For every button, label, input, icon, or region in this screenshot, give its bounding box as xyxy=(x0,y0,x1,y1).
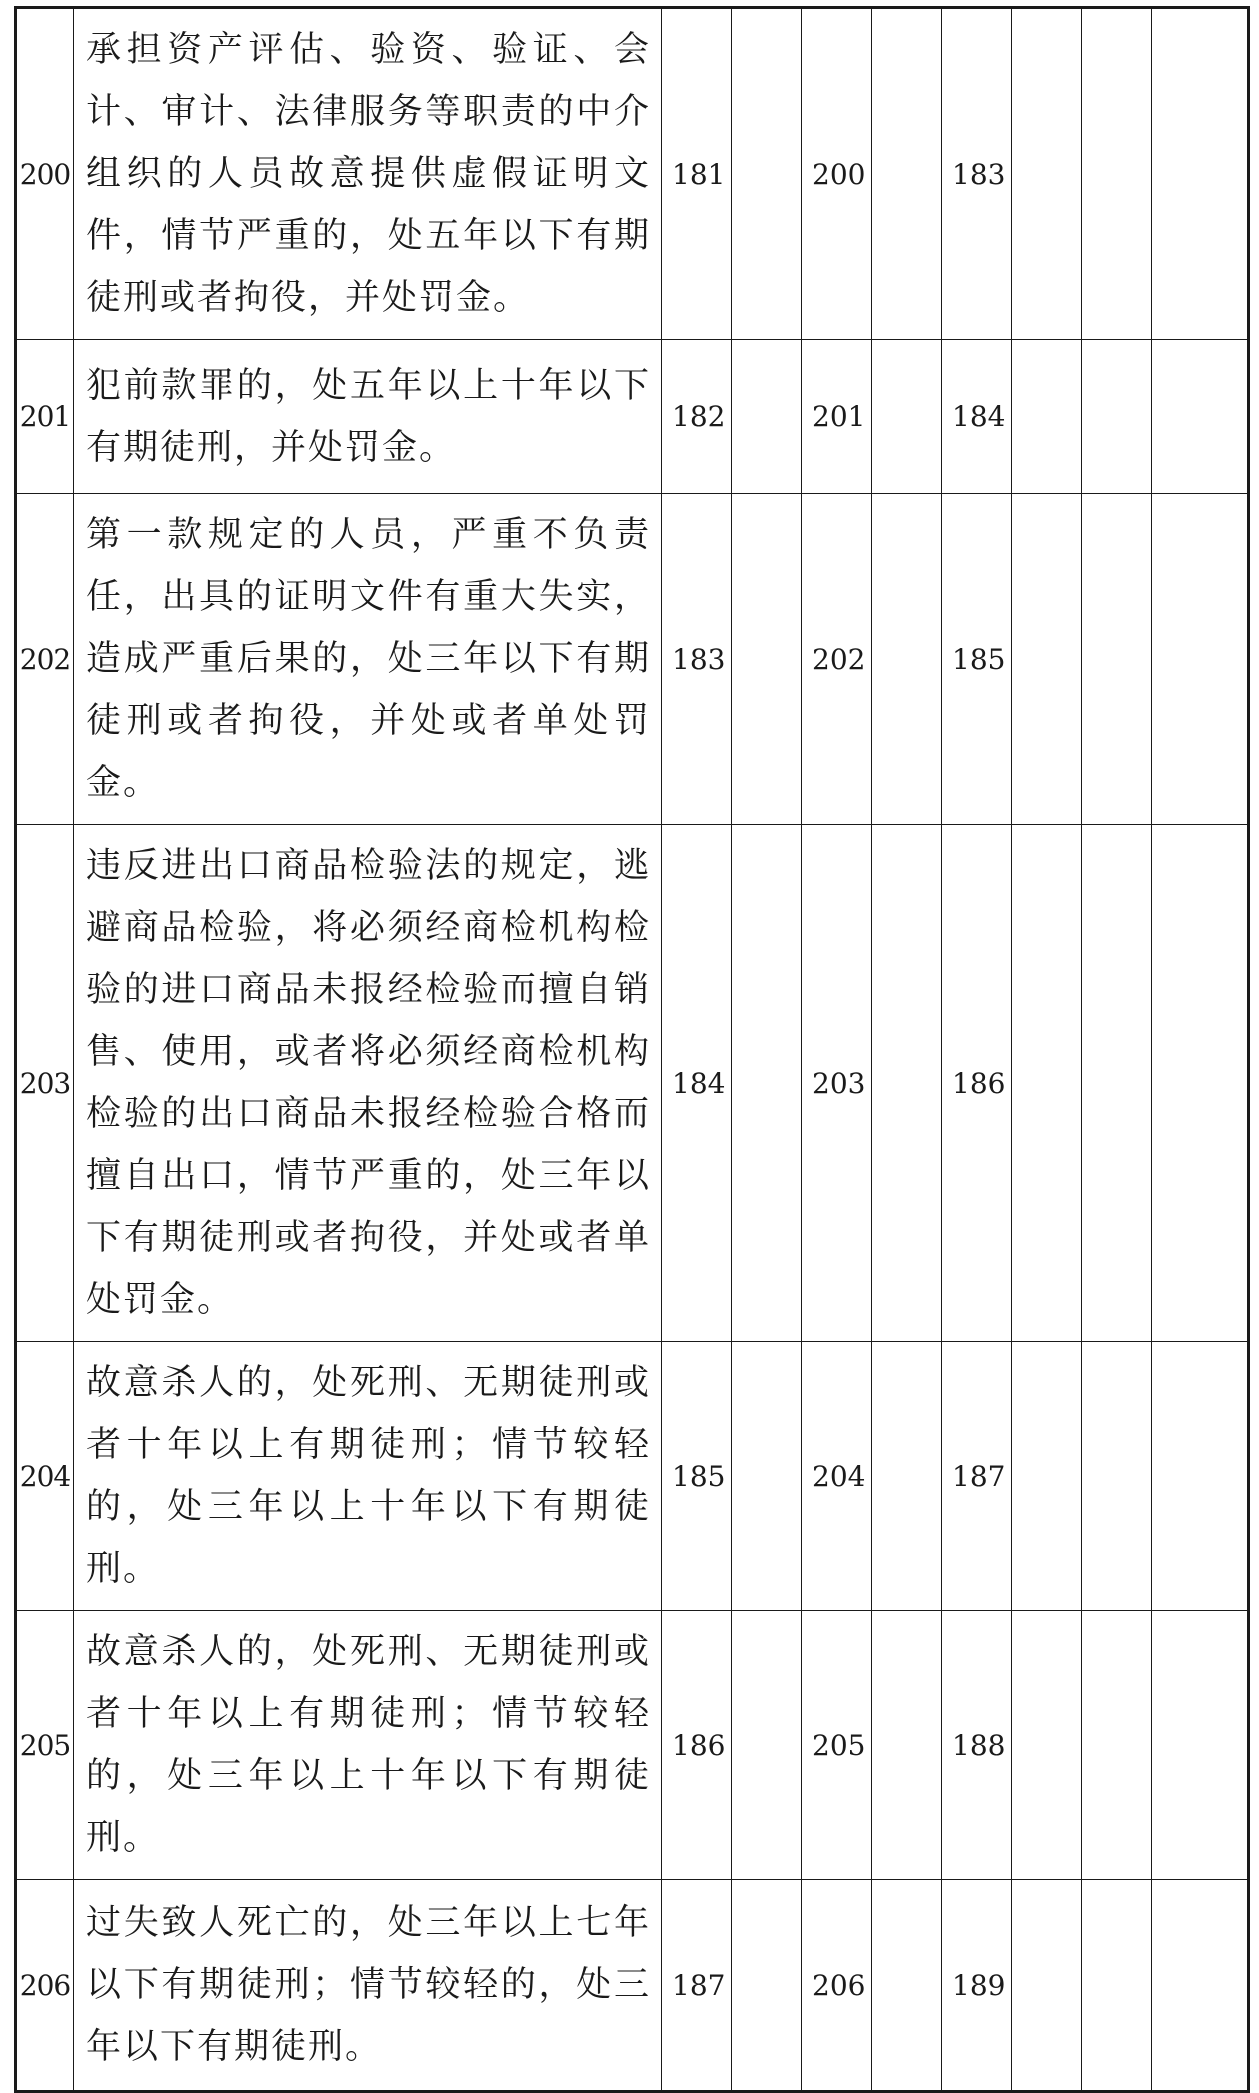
article-number: 204 xyxy=(16,1342,74,1611)
ref-cell-4 xyxy=(872,1342,942,1611)
ref-cell-2 xyxy=(732,825,802,1342)
ref-cell-2 xyxy=(732,340,802,494)
article-text: 承担资产评估、验资、验证、会计、审计、法律服务等职责的中介组织的人员故意提供虚假证明文件，情节严重的，处五年以下有期徒刑或者拘役，并处罚金。 xyxy=(74,8,662,340)
table-row xyxy=(16,825,1249,1342)
article-number: 206 xyxy=(16,1880,74,2092)
ref-cell-4 xyxy=(872,1611,942,1880)
article-number: 202 xyxy=(16,494,74,825)
ref-cell-6 xyxy=(1012,825,1082,1342)
ref-cell-5: 189 xyxy=(942,1880,1012,2092)
ref-cell-3: 201 xyxy=(802,340,872,494)
ref-cell-4 xyxy=(872,8,942,340)
ref-cell-8 xyxy=(1152,1611,1249,1880)
ref-cell-7 xyxy=(1082,825,1152,1342)
ref-cell-5: 184 xyxy=(942,340,1012,494)
ref-cell-4 xyxy=(872,1880,942,2092)
ref-cell-8 xyxy=(1152,825,1249,1342)
ref-cell-1: 183 xyxy=(662,494,732,825)
ref-cell-2 xyxy=(732,494,802,825)
ref-cell-2 xyxy=(732,8,802,340)
article-text: 故意杀人的，处死刑、无期徒刑或者十年以上有期徒刑；情节较轻的，处三年以上十年以下有期徒刑。 xyxy=(74,1611,662,1880)
article-number: 201 xyxy=(16,340,74,494)
table-row xyxy=(16,1880,1249,2092)
ref-cell-1: 187 xyxy=(662,1880,732,2092)
ref-cell-7 xyxy=(1082,1342,1152,1611)
ref-cell-8 xyxy=(1152,340,1249,494)
ref-cell-3: 205 xyxy=(802,1611,872,1880)
ref-cell-3: 206 xyxy=(802,1880,872,2092)
article-text: 过失致人死亡的，处三年以上七年以下有期徒刑；情节较轻的，处三年以下有期徒刑。 xyxy=(74,1880,662,2092)
ref-cell-6 xyxy=(1012,494,1082,825)
ref-cell-5: 183 xyxy=(942,8,1012,340)
ref-cell-5: 185 xyxy=(942,494,1012,825)
ref-cell-1: 181 xyxy=(662,8,732,340)
ref-cell-3: 203 xyxy=(802,825,872,1342)
ref-cell-7 xyxy=(1082,340,1152,494)
ref-cell-3: 204 xyxy=(802,1342,872,1611)
ref-cell-8 xyxy=(1152,1880,1249,2092)
ref-cell-7 xyxy=(1082,494,1152,825)
ref-cell-7 xyxy=(1082,1880,1152,2092)
ref-cell-1: 182 xyxy=(662,340,732,494)
ref-cell-6 xyxy=(1012,340,1082,494)
table-body xyxy=(16,8,1249,2092)
article-table xyxy=(14,6,1250,2093)
ref-cell-5: 188 xyxy=(942,1611,1012,1880)
ref-cell-4 xyxy=(872,825,942,1342)
ref-cell-8 xyxy=(1152,494,1249,825)
table-row xyxy=(16,340,1249,494)
ref-cell-2 xyxy=(732,1611,802,1880)
ref-cell-1: 185 xyxy=(662,1342,732,1611)
ref-cell-3: 202 xyxy=(802,494,872,825)
ref-cell-6 xyxy=(1012,1342,1082,1611)
article-number: 200 xyxy=(16,8,74,340)
ref-cell-4 xyxy=(872,494,942,825)
ref-cell-8 xyxy=(1152,8,1249,340)
ref-cell-5: 186 xyxy=(942,825,1012,1342)
article-text: 违反进出口商品检验法的规定，逃避商品检验，将必须经商检机构检验的进口商品未报经检验而擅自销售、使用，或者将必须经商检机构检验的出口商品未报经检验合格而擅自出口，情节严重的，处三年以下有期徒刑或者拘役，并处或者单处罚金。 xyxy=(74,825,662,1342)
ref-cell-3: 200 xyxy=(802,8,872,340)
table-row xyxy=(16,494,1249,825)
article-text: 犯前款罪的，处五年以上十年以下有期徒刑，并处罚金。 xyxy=(74,340,662,494)
ref-cell-6 xyxy=(1012,1611,1082,1880)
ref-cell-6 xyxy=(1012,8,1082,340)
ref-cell-7 xyxy=(1082,1611,1152,1880)
ref-cell-1: 186 xyxy=(662,1611,732,1880)
article-number: 205 xyxy=(16,1611,74,1880)
table-row xyxy=(16,8,1249,340)
article-text: 第一款规定的人员，严重不负责任，出具的证明文件有重大失实，造成严重后果的，处三年以下有期徒刑或者拘役，并处或者单处罚金。 xyxy=(74,494,662,825)
ref-cell-7 xyxy=(1082,8,1152,340)
ref-cell-8 xyxy=(1152,1342,1249,1611)
ref-cell-1: 184 xyxy=(662,825,732,1342)
ref-cell-2 xyxy=(732,1880,802,2092)
article-text: 故意杀人的，处死刑、无期徒刑或者十年以上有期徒刑；情节较轻的，处三年以上十年以下有期徒刑。 xyxy=(74,1342,662,1611)
ref-cell-6 xyxy=(1012,1880,1082,2092)
ref-cell-4 xyxy=(872,340,942,494)
table-row xyxy=(16,1611,1249,1880)
ref-cell-2 xyxy=(732,1342,802,1611)
article-number: 203 xyxy=(16,825,74,1342)
table-row xyxy=(16,1342,1249,1611)
ref-cell-5: 187 xyxy=(942,1342,1012,1611)
